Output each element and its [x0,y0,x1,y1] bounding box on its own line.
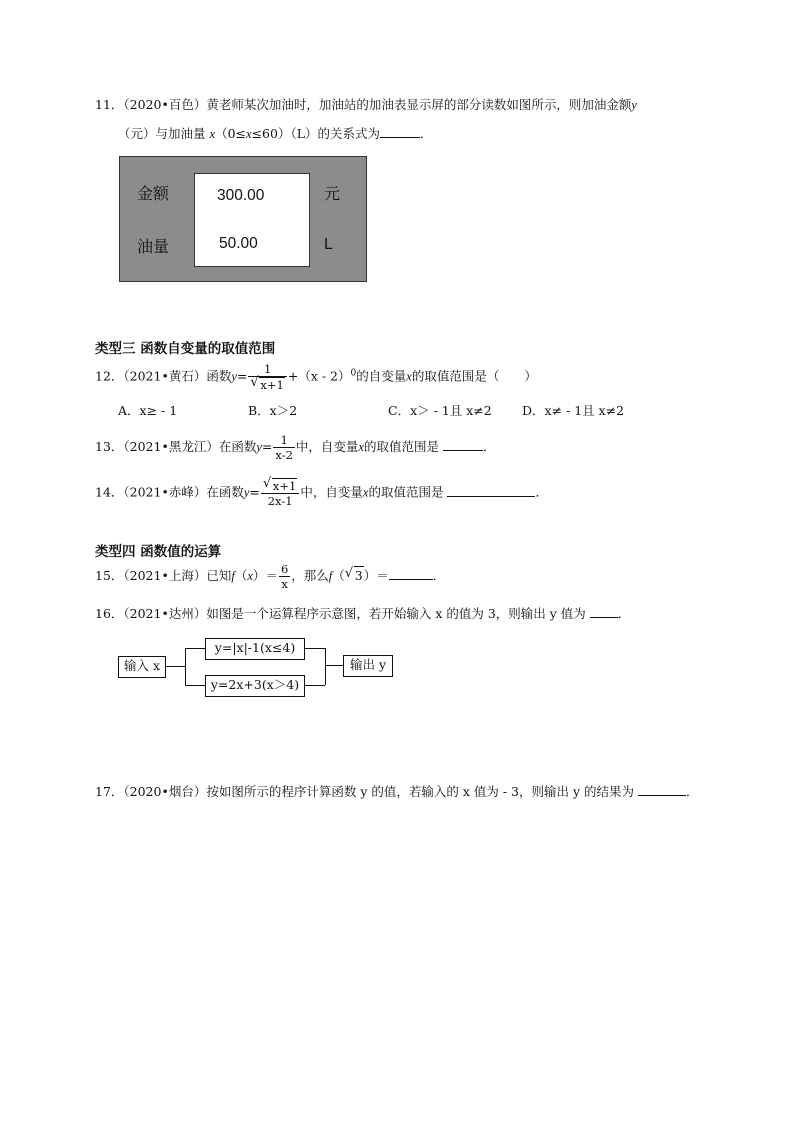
q12-stem [95,362,537,392]
q16-number: 16． [95,606,124,621]
q14-source: （2021•赤峰） [123,484,207,500]
q11-range-x: x [246,127,252,141]
q15-answer-blank[interactable] [389,567,433,580]
q15-text-b: ，那么 [291,568,329,583]
q11-text-a: 黄老师某次加油时，加油站的加油表显示屏的部分读数如图所示，则加油金额 [206,97,632,112]
q14-end: ． [535,484,548,500]
q15-x: x [247,569,253,583]
q11-number: 11． [95,97,124,112]
q13-x: x [358,440,364,454]
q13-number: 13． [95,439,124,454]
q13-text-a: 在函数 [218,439,257,454]
q13-answer-blank[interactable] [443,438,483,451]
q14-denominator: 2x-1 [267,494,293,508]
q12-sqrt: √ x+1 [250,375,284,392]
flow-branch-bottom-box: y=2x+3(x＞4) [205,675,305,697]
flow-wire-right-vertical [325,648,326,685]
q11-var-x: x [209,127,216,141]
q12-exponent: 0 [350,368,357,379]
flow-wire-out [325,665,343,666]
q16-answer-blank[interactable] [590,605,618,618]
q12-text-b: 的自变量 [356,368,407,384]
q14-text-a: 在函数 [206,484,244,500]
q15-sqrt: √ 3 [344,566,363,583]
q17-text: 按如图所示的程序计算函数 y 的值，若输入的 x 值为 - 3，则输出 y 的结果为 [206,784,634,799]
q17-stem [95,783,698,801]
q11-range-open: （0≤ [215,126,246,141]
display-screen [194,173,310,267]
q15-end: ． [432,568,446,583]
flow-wire-left-bottom [185,685,205,686]
q14-x: x [362,485,369,500]
q12-x: x [406,369,412,384]
flow-wire-right-bottom [305,685,325,686]
q15-paren-open: （ [332,568,345,583]
q11-line-1 [95,96,637,114]
q12-option-c[interactable]: C．x＞ - 1且 x≠2 [388,403,492,418]
q12-number: 12． [95,368,124,384]
q17-answer-blank[interactable] [638,783,686,796]
q16-stem [95,605,630,623]
q14-sqrt: √ x+1 [262,476,297,493]
q14-number: 14． [95,484,124,500]
q15-paren-close: ） [363,568,377,583]
q11-var-y: y [631,98,637,112]
q12-fraction [248,362,286,392]
q16-text: 如图是一个运算程序示意图，若开始输入 x 的值为 3，则输出 y 值为 [206,606,586,621]
q17-source: （2020•烟台） [123,784,207,799]
q14-text-c: 的取值范围是 [368,484,444,500]
flow-output-box: 输出 y [343,655,393,677]
q12-option-d[interactable]: D．x≠ - 1且 x≠2 [522,403,625,418]
q13-y: y [256,440,262,454]
volume-label: 油量 [137,237,170,256]
q15-text-a: 已知 [206,568,232,583]
q12-source: （2021•黄石） [123,368,207,384]
q15-denominator: x [281,577,288,591]
flow-wire-right-top [305,648,325,649]
amount-value: 300.00 [217,187,265,204]
q15-source: （2021•上海） [123,568,207,583]
volume-unit: L [324,236,333,253]
q11-answer-blank[interactable] [380,125,420,138]
section-4-heading: 类型四 函数值的运算 [95,544,222,560]
flow-wire-in [166,666,185,667]
q11-end: ． [420,126,433,141]
q13-denominator: x-2 [275,448,293,462]
q14-y: y [243,485,250,500]
amount-label: 金额 [137,184,170,203]
volume-value: 50.00 [219,235,258,252]
q14-stem [95,478,548,508]
q15-number: 15． [95,568,124,583]
q13-eq: = [261,439,273,454]
flow-wire-left-top [185,648,205,649]
q11-range-close: ≤60）（L）的关系式为 [251,126,380,141]
q14-answer-blank[interactable] [447,484,535,497]
q13-source: （2021•黑龙江） [123,439,219,454]
flow-input-box: 输入 x [118,656,166,678]
q15-stem [95,562,445,591]
q12-numerator: 1 [248,362,286,377]
q12-text-a: 函数 [206,368,232,384]
q13-text-b: 中，自变量 [295,439,359,454]
q17-end: ． [685,784,699,799]
q13-fraction [273,433,295,462]
q13-end: ． [482,439,496,454]
q15-arg-open: （ [234,568,248,583]
q11-line-2 [118,125,433,143]
q15-eq2: ＝ [376,568,389,583]
q12-option-b[interactable]: B．x＞2 [248,403,298,418]
fuel-pump-display [119,156,367,282]
q15-eq: ＝ [265,568,278,583]
flow-branch-top-box: y=|x|-1(x≤4) [205,638,305,660]
q12-text-c: 的取值范围是（ ） [411,368,537,384]
q14-fraction [261,478,299,508]
q11-source: （2020•百色） [123,97,207,112]
q15-f: f [231,569,235,583]
q15-arg-close: ） [252,568,266,583]
q15-f2: f [328,569,333,583]
q11-text-b: （元）与加油量 [118,126,206,141]
q12-y: y [231,369,237,384]
q17-number: 17． [95,784,124,799]
amount-unit: 元 [324,184,341,203]
q12-radicand: x+1 [260,378,284,392]
flow-wire-left-vertical [185,648,186,685]
q15-numerator: 6 [280,562,289,576]
q14-radicand: x+1 [272,479,297,493]
q13-text-c: 的取值范围是 [363,439,439,454]
q12-eq: = [236,368,248,384]
q15-radicand: 3 [354,568,363,583]
q14-text-b: 中，自变量 [300,484,363,500]
q16-end: ． [617,606,631,621]
section-3-heading: 类型三 函数自变量的取值范围 [95,341,276,357]
q15-fraction [279,562,290,591]
q16-source: （2021•达州） [123,606,207,621]
q13-numerator: 1 [273,433,295,448]
q12-option-a[interactable]: A．x≥ - 1 [118,403,178,418]
q12-plus-term: +（x - 2） [287,368,351,384]
q14-eq: = [249,484,260,500]
q13-stem [95,433,496,462]
